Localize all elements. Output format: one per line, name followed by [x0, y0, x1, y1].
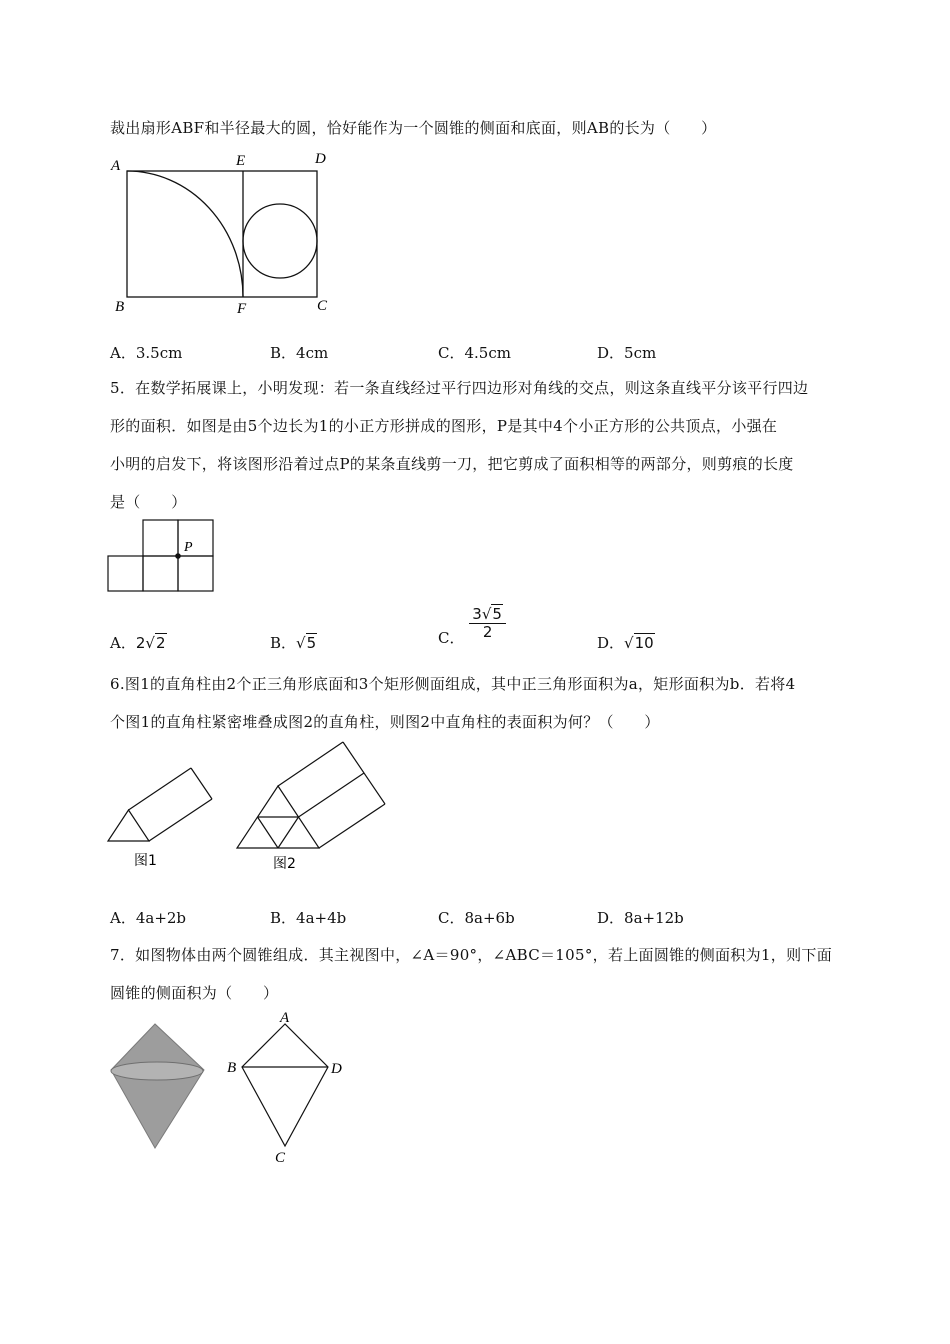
q7-line-1: 7．如图物体由两个圆锥组成．其主视图中，∠A＝90°，∠ABC＝105°，若上面圆锥的侧面积为1，则下面 — [110, 946, 832, 964]
q5-option-c[interactable]: C． $\frac{3√5}{2}$ — [438, 606, 506, 640]
q5-line-1: 5．在数学拓展课上，小明发现：若一条直线经过平行四边形对角线的交点，则这条直线平分该平行四边 — [110, 379, 809, 397]
q5-option-c-radicand: 5 — [492, 605, 502, 623]
q4-option-c[interactable]: C．4.5cm — [438, 344, 511, 362]
q4-option-b[interactable]: B．4cm — [270, 344, 329, 362]
q5-option-a-coef: 2 — [135, 634, 146, 652]
q7-figure-double-cone-photo — [105, 1018, 215, 1153]
label-F: F — [237, 301, 247, 317]
q5-option-a[interactable]: A．2√2 — [110, 634, 166, 652]
q6-option-c[interactable]: C．8a+6b — [438, 909, 515, 927]
q4-option-d[interactable]: D．5cm — [597, 344, 657, 362]
label-E: E — [236, 153, 246, 169]
q6-figure-prisms — [100, 735, 400, 875]
q5-figure-five-squares — [105, 515, 220, 597]
q5-option-d[interactable]: D．√10 — [597, 634, 654, 652]
q6-option-d[interactable]: D．8a+12b — [597, 909, 684, 927]
label-C: C — [317, 298, 328, 314]
q4-figure-rectangle-sector-circle — [105, 148, 345, 320]
q6-line-1: 6.图1的直角柱由2个正三角形底面和3个矩形侧面组成，其中正三角形面积为a，矩形面积为b．若将4 — [110, 675, 796, 693]
label-A: A — [111, 158, 121, 174]
q5-option-d-letter: D． — [597, 634, 625, 652]
q5-option-b[interactable]: B．√5 — [270, 634, 317, 652]
label-D: D — [331, 1061, 342, 1077]
q5-option-c-coef: 3 — [472, 605, 482, 623]
q5-option-b-letter: B． — [270, 634, 297, 652]
label-P: P — [184, 540, 193, 555]
q4-option-a[interactable]: A．3.5cm — [110, 344, 183, 362]
q6-option-b[interactable]: B．4a+4b — [270, 909, 347, 927]
q7-figure-front-view — [222, 1008, 352, 1168]
q5-option-c-denominator: 2 — [482, 622, 493, 641]
fig2-label: 图2 — [273, 856, 296, 872]
label-C: C — [275, 1150, 286, 1166]
q5-option-d-radicand: 10 — [634, 634, 654, 652]
q5-option-c-letter: C． — [438, 628, 465, 647]
label-B: B — [115, 299, 125, 315]
q6-option-a[interactable]: A．4a+2b — [110, 909, 187, 927]
label-B: B — [227, 1060, 237, 1076]
label-D: D — [315, 151, 326, 167]
q5-line-2: 形的面积．如图是由5个边长为1的小正方形拼成的图形，P是其中4个小正方形的公共顶点，小强在 — [110, 417, 778, 435]
q4-stem-tail: 裁出扇形ABF和半径最大的圆，恰好能作为一个圆锥的侧面和底面，则AB的长为（ ） — [110, 119, 717, 137]
q7-line-2: 圆锥的侧面积为（ ） — [110, 984, 279, 1002]
q5-line-4: 是（ ） — [110, 493, 187, 511]
fig1-label: 图1 — [134, 853, 157, 869]
label-A: A — [280, 1010, 290, 1026]
q5-option-b-radicand: 5 — [306, 634, 317, 652]
q5-option-a-letter: A． — [110, 634, 136, 652]
q5-option-a-radicand: 2 — [155, 634, 166, 652]
q6-line-2: 个图1的直角柱紧密堆叠成图2的直角柱，则图2中直角柱的表面积为何？（ ） — [110, 713, 660, 731]
q5-line-3: 小明的启发下，将该图形沿着过点P的某条直线剪一刀，把它剪成了面积相等的两部分，则剪痕的长度 — [110, 455, 794, 473]
